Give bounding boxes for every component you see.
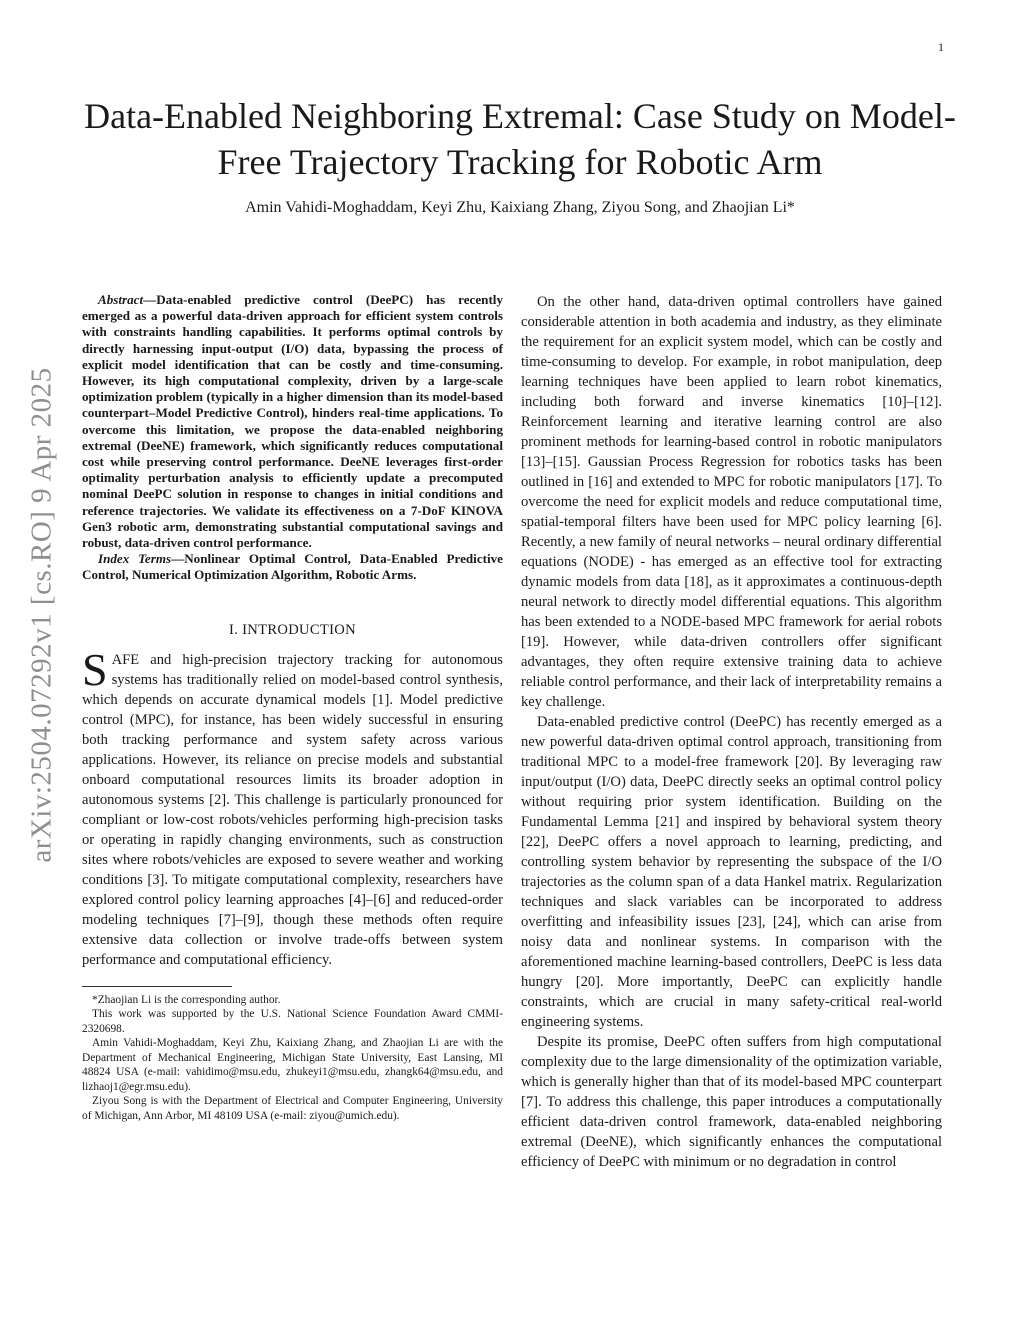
section-title-rest: NTRODUCTION	[247, 621, 356, 638]
body-paragraph: Data-enabled predictive control (DeePC) has recently emerged as a new powerful data-driven optimal control approach, transitioning from traditional MPC to a model-free framework [20]. By leveraging raw input/output (I/O) data, DeePC directly seeks an optimal control policy without requiring prior system identification. Building on the Fundamental Lemma [21] and inspired by behavioral system theory [22], DeePC offers a novel approach to learning, predicting, and controlling system behavior by representing the subspace of the I/O trajectories as the column span of a data Hankel matrix. Regularization techniques and slack variables can be incorporated to address overfitting and infeasibility issues [23], [24], which can arise from noisy data and nonlinear systems. In comparison with the aforementioned machine learning-based controllers, DeePC is less data hungry [20]. More importantly, DeePC can explicitly handle constraints, which are crucial in many safety-critical real-world engineering systems.	[521, 714, 942, 1030]
page-number: 1	[938, 40, 944, 54]
right-column	[521, 292, 942, 1172]
abstract-label: Abstract	[98, 292, 144, 307]
paper-title: Data-Enabled Neighboring Extremal: Case Study on Model-Free Trajectory Tracking for Robotic Arm	[84, 96, 956, 182]
abstract	[82, 292, 503, 551]
footnotes	[82, 993, 503, 1124]
index-terms	[82, 551, 503, 583]
index-terms-label: Index Terms	[98, 551, 172, 567]
abstract-text: —Data-enabled predictive control (DeePC) has recently emerged as a powerful data-driven approach for efficient system controls with constraints handling capabilities. It performs optimal controls by directly harnessing input-output (I/O) data, bypassing the process of explicit model identification that can be costly and time-consuming. However, its high computational complexity, driven by a large-scale optimization problem (typically in a higher dimension than its model-based counterpart–Model Predictive Control), hinders real-time applications. To overcome this limitation, we propose the data-enabled neighboring extremal (DeeNE) framework, which significantly reduces computational cost while preserving control performance. DeeNE leverages first-order optimality perturbation analysis to efficiently update a precomputed nominal DeePC solution in response to changes in initial conditions and reference trajectories. We validate its effectiveness on a 7-DoF KINOVA Gen3 robotic arm, demonstrating substantial computational savings and robust, data-driven control performance.	[82, 292, 503, 551]
body-paragraph: Despite its promise, DeePC often suffers from high computational complexity due to the large dimensionality of the optimization variable, which is generally higher than that of its model-based MPC counterpart [7]. To address this challenge, this paper introduces a computationally efficient data-driven control framework, data-enabled neighboring extremal (DeeNE), which significantly enhances the computational efficiency of DeePC with minimum or no degradation in control	[521, 1034, 942, 1170]
section-first-letter: I	[242, 621, 248, 638]
left-column	[82, 292, 503, 1123]
footnote-funding: This work was supported by the U.S. National Science Foundation Award CMMI-2320698.	[82, 1008, 503, 1035]
index-terms-text: —Nonlinear Optimal Control, Data-Enabled Predictive Control, Numerical Optimization Algorithm, Robotic Arms.	[82, 551, 503, 583]
intro-text: and high-precision trajectory tracking for autonomous systems has traditionally relied on model-based control synthesis, which depends on accurate dynamical models [1]. Model predictive control (MPC), for instance, has been widely successful in ensuring both tracking performance and system safety across various applications. However, its reliance on precise models and substantial onboard computational resources limits its broader adoption in autonomous systems [2]. This challenge is particularly pronounced for compliant or low-cost robots/vehicles performing high-precision tasks or operating in rapidly changing environments, such as construction sites where robots/vehicles are exposed to severe weather and working conditions [3]. To mitigate computational complexity, researchers have explored control policy learning approaches [4]–[6] and reduced-order modeling techniques [7]–[9], though these methods often require extensive data collection or involve trade-offs between system performance and computational efficiency.	[82, 651, 503, 968]
body-paragraph: On the other hand, data-driven optimal controllers have gained considerable attention in both academia and industry, as they eliminate the requirement for an explicit system model, which can be costly and time-consuming to develop. For example, in robot manipulation, deep learning techniques have been applied to learn robot kinematics, including both forward and inverse kinematics [10]–[12]. Reinforcement learning and iterative learning control are also prominent methods for learning-based control in robotic manipulators [13]–[15]. Gaussian Process Regression for robotics tasks has been outlined in [16] and extended to MPC for robotic manipulators [17]. To overcome the need for explicit models and reduce computational time, spatial-temporal filters have been used for MPC policy learning [6]. Recently, a new family of neural networks – neural ordinary differential equations (NODE) - has emerged as an effective tool for extracting dynamic models from data [18], as it approximates a continuous-depth neural network to directly model differential equations. This algorithm has been extended to a NODE-based MPC framework for aerial robots [19]. However, while data-driven controllers offer significant advantages, they often require extensive training data to achieve reliable control performance, and their lack of interpretability remains a key challenge.	[521, 294, 942, 710]
section-heading-introduction	[82, 620, 503, 640]
author-list: Amin Vahidi-Moghaddam, Keyi Zhu, Kaixiang Zhang, Ziyou Song, and Zhaojian Li*	[245, 199, 795, 216]
drop-cap: S	[82, 643, 108, 695]
footnote-affiliation-umich: Ziyou Song is with the Department of Electrical and Computer Engineering, University of Michigan, Ann Arbor, MI 48109 USA (e-mail: ziyou@umich.edu).	[82, 1095, 503, 1122]
section-number: I.	[229, 621, 243, 638]
intro-smallcaps: AFE	[111, 651, 140, 668]
footnote-divider	[82, 986, 232, 987]
intro-paragraph	[82, 643, 503, 970]
footnote-corresponding-author: *Zhaojian Li is the corresponding author.	[92, 993, 281, 1006]
footnote-affiliation-msu: Amin Vahidi-Moghaddam, Keyi Zhu, Kaixiang Zhang, and Zhaojian Li are with the Department of Mechanical Engineering, Michigan State University, East Lansing, MI 48824 USA (e-mail: vahidimo@msu.edu, zhukeyi1@msu.edu, zhangk64@msu.edu, and lizhaoj1@egr.msu.edu).	[82, 1037, 503, 1093]
arxiv-identifier-stamp: arXiv:2504.07292v1 [cs.RO] 9 Apr 2025	[25, 367, 58, 863]
